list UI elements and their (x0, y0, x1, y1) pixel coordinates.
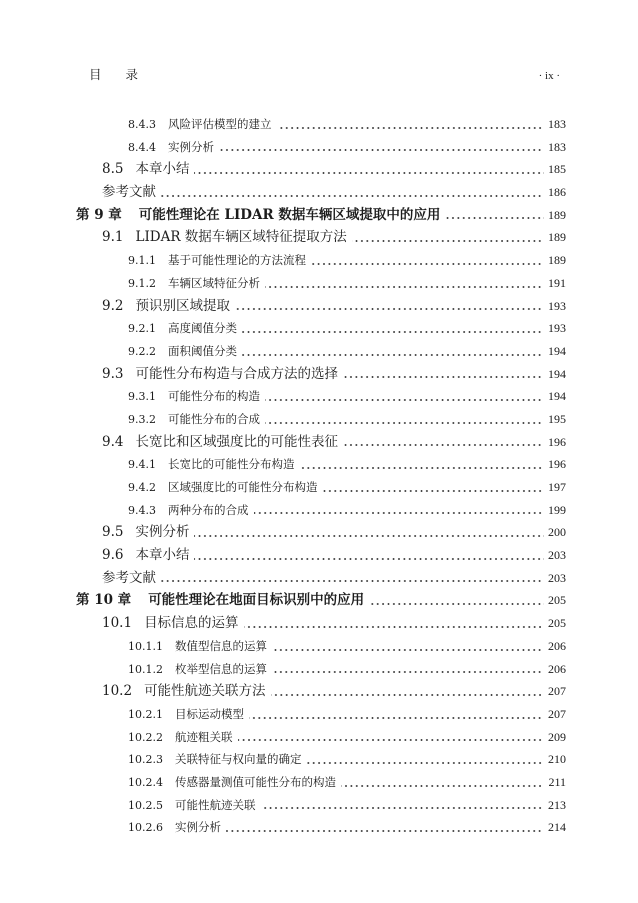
dot-leader (265, 399, 544, 401)
entry-number: 9.6 (102, 547, 124, 564)
entry-page-number: 200 (548, 525, 566, 540)
entry-page-number: 196 (548, 434, 566, 449)
entry-number: 9.5 (102, 524, 124, 541)
toc-subsection-entry[interactable] (76, 249, 566, 272)
toc-section-entry[interactable] (76, 363, 566, 386)
entry-title: 可能性理论在地面目标识别中的应用 (148, 592, 365, 609)
toc-section-entry[interactable] (76, 567, 566, 590)
dot-leader (242, 354, 544, 356)
dot-leader (445, 217, 544, 219)
entry-page-number: 189 (548, 253, 566, 268)
entry-number: 9.4 (102, 433, 124, 450)
entry-number: 第 9 章 (76, 206, 122, 223)
entry-number: 8.4.4 (128, 140, 156, 154)
entry-title: 预识别区域提取 (135, 297, 230, 314)
entry-page-number: 210 (548, 752, 566, 767)
entry-number: 第 10 章 (76, 592, 132, 609)
entry-page-number: 199 (548, 502, 566, 517)
entry-title: 可能性航迹关联 (175, 797, 256, 812)
entry-page-number: 205 (548, 593, 566, 608)
dot-leader (352, 240, 544, 242)
entry-page-number: 185 (548, 162, 566, 177)
toc-section-entry[interactable] (76, 544, 566, 567)
toc-subsection-entry[interactable] (76, 771, 566, 794)
toc-section-entry[interactable] (76, 612, 566, 635)
toc-subsection-entry[interactable] (76, 113, 566, 136)
running-header-title: 目 录 (89, 67, 138, 82)
entry-number: 10.2.1 (128, 707, 163, 721)
entry-number: 9.2.1 (128, 322, 156, 336)
entry-title: 航迹粗关联 (175, 729, 233, 744)
entry-number: 9.1.2 (128, 276, 156, 290)
dot-leader (272, 649, 544, 651)
toc-section-entry[interactable] (76, 680, 566, 703)
entry-number: 9.4.1 (128, 458, 156, 472)
dot-leader (323, 490, 545, 492)
entry-number: 10.2.2 (128, 730, 163, 744)
toc-subsection-entry[interactable] (76, 317, 566, 340)
toc-subsection-entry[interactable] (76, 658, 566, 681)
toc-subsection-entry[interactable] (76, 385, 566, 408)
dot-leader (343, 444, 544, 446)
table-of-contents (76, 113, 566, 839)
entry-number: 10.1.1 (128, 639, 163, 653)
dot-leader (341, 785, 544, 787)
dot-leader (265, 422, 544, 424)
entry-page-number: 209 (548, 729, 566, 744)
entry-title: LIDAR 数据车辆区域特征提取方法 (135, 229, 347, 246)
entry-page-number: 191 (548, 275, 566, 290)
toc-chapter-entry[interactable] (76, 589, 566, 612)
entry-page-number: 214 (548, 820, 566, 835)
toc-section-entry[interactable] (76, 295, 566, 318)
entry-title: 区域强度比的可能性分布构造 (168, 480, 318, 494)
entry-number: 9.2 (102, 297, 124, 314)
dot-leader (242, 331, 544, 333)
entry-page-number: 194 (548, 343, 566, 358)
dot-leader (194, 535, 544, 537)
entry-number: 10.2 (102, 683, 133, 700)
dot-leader (254, 512, 545, 514)
entry-number: 9.3.1 (128, 390, 156, 404)
entry-title: 枚举型信息的运算 (175, 661, 267, 676)
entry-number: 8.4.3 (128, 118, 156, 131)
toc-subsection-entry[interactable] (76, 340, 566, 363)
toc-subsection-entry[interactable] (76, 272, 566, 295)
entry-title: 传感器量测值可能性分布的构造 (175, 774, 336, 789)
page-folio: · ix · (538, 70, 560, 82)
entry-title: 参考文献 (102, 184, 156, 201)
dot-leader (194, 558, 544, 560)
entry-number: 9.4.2 (128, 481, 156, 494)
entry-title: 可能性航迹关联方法 (144, 683, 266, 700)
entry-page-number: 206 (548, 638, 566, 653)
entry-page-number: 183 (548, 117, 566, 131)
entry-title: 基于可能性理论的方法流程 (168, 253, 306, 268)
entry-title: 长宽比和区域强度比的可能性表征 (135, 433, 338, 450)
toc-subsection-entry[interactable] (76, 816, 566, 839)
toc-section-entry[interactable] (76, 181, 566, 204)
entry-page-number: 189 (548, 207, 566, 222)
entry-page-number: 195 (548, 411, 566, 426)
entry-title: 面积阈值分类 (168, 343, 237, 358)
entry-page-number: 183 (548, 139, 566, 154)
dot-leader (272, 671, 544, 673)
entry-title: 可能性分布的构造 (168, 389, 260, 404)
toc-subsection-entry[interactable] (76, 794, 566, 817)
entry-title: 可能性分布构造与合成方法的选择 (135, 365, 338, 382)
dot-leader (249, 717, 544, 719)
toc-subsection-entry[interactable] (76, 748, 566, 771)
entry-title: 本章小结 (135, 547, 190, 564)
toc-subsection-entry[interactable] (76, 453, 566, 476)
dot-leader (238, 739, 545, 741)
dot-leader (271, 694, 544, 696)
toc-section-entry[interactable] (76, 521, 566, 544)
toc-subsection-entry[interactable] (76, 136, 566, 159)
entry-page-number: 186 (548, 185, 566, 200)
entry-number: 8.5 (102, 161, 124, 178)
dot-leader (265, 286, 544, 288)
dot-leader (194, 172, 544, 174)
entry-number: 10.2.3 (128, 753, 163, 767)
entry-page-number: 194 (548, 389, 566, 404)
entry-title: 高度阈值分类 (168, 321, 237, 336)
entry-number: 10.2.4 (128, 775, 163, 789)
entry-page-number: 213 (548, 797, 566, 812)
entry-number: 9.1 (102, 229, 124, 246)
entry-number: 9.4.3 (128, 503, 156, 517)
entry-number: 9.2.2 (128, 344, 156, 358)
entry-title: 关联特征与权向量的确定 (175, 752, 302, 767)
dot-leader (219, 149, 544, 151)
entry-title: 目标信息的运算 (144, 615, 239, 632)
entry-title: 数值型信息的运算 (175, 638, 267, 653)
entry-title: 车辆区域特征分析 (168, 275, 260, 290)
dot-leader (161, 580, 544, 582)
entry-title: 两种分布的合成 (168, 502, 249, 517)
dot-leader (235, 308, 544, 310)
entry-title: 目标运动模型 (175, 706, 244, 721)
entry-title: 实例分析 (135, 524, 190, 541)
toc-section-entry[interactable] (76, 158, 566, 181)
dot-leader (300, 467, 545, 469)
entry-page-number: 207 (548, 684, 566, 699)
entry-title: 风险评估模型的建立 (168, 117, 272, 131)
entry-title: 可能性分布的合成 (168, 411, 260, 426)
entry-page-number: 197 (548, 480, 566, 494)
entry-number: 10.1.2 (128, 662, 163, 676)
entry-number: 10.1 (102, 615, 133, 632)
entry-page-number: 189 (548, 230, 566, 245)
dot-leader (226, 830, 544, 832)
entry-page-number: 196 (548, 457, 566, 472)
toc-section-entry[interactable] (76, 226, 566, 249)
entry-number: 9.3 (102, 365, 124, 382)
entry-title: 参考文献 (102, 569, 156, 586)
dot-leader (311, 263, 544, 265)
entry-number: 9.3.2 (128, 412, 156, 426)
dot-leader (261, 807, 545, 809)
entry-page-number: 193 (548, 321, 566, 336)
dot-leader (369, 603, 544, 605)
entry-number: 10.2.6 (128, 821, 163, 835)
dot-leader (277, 127, 545, 129)
entry-title: 实例分析 (175, 820, 221, 835)
dot-leader (244, 626, 544, 628)
toc-subsection-entry[interactable] (76, 499, 566, 522)
entry-page-number: 203 (548, 548, 566, 563)
entry-title: 可能性理论在 LIDAR 数据车辆区域提取中的应用 (138, 206, 441, 223)
entry-page-number: 206 (548, 661, 566, 676)
toc-section-entry[interactable] (76, 431, 566, 454)
toc-subsection-entry[interactable] (76, 726, 566, 749)
dot-leader (343, 376, 544, 378)
entry-page-number: 205 (548, 616, 566, 631)
dot-leader (307, 762, 545, 764)
entry-number: 10.2.5 (128, 798, 163, 812)
dot-leader (161, 195, 544, 197)
entry-number: 9.1.1 (128, 254, 156, 268)
entry-title: 长宽比的可能性分布构造 (168, 457, 295, 472)
toc-subsection-entry[interactable] (76, 635, 566, 658)
entry-page-number: 203 (548, 570, 566, 585)
toc-chapter-entry[interactable] (76, 204, 566, 227)
entry-title: 实例分析 (168, 139, 214, 154)
toc-subsection-entry[interactable] (76, 703, 566, 726)
entry-page-number: 211 (548, 774, 566, 789)
entry-title: 本章小结 (135, 161, 190, 178)
entry-page-number: 194 (548, 366, 566, 381)
entry-page-number: 193 (548, 298, 566, 313)
entry-page-number: 207 (548, 706, 566, 721)
toc-subsection-entry[interactable] (76, 408, 566, 431)
toc-subsection-entry[interactable] (76, 476, 566, 499)
